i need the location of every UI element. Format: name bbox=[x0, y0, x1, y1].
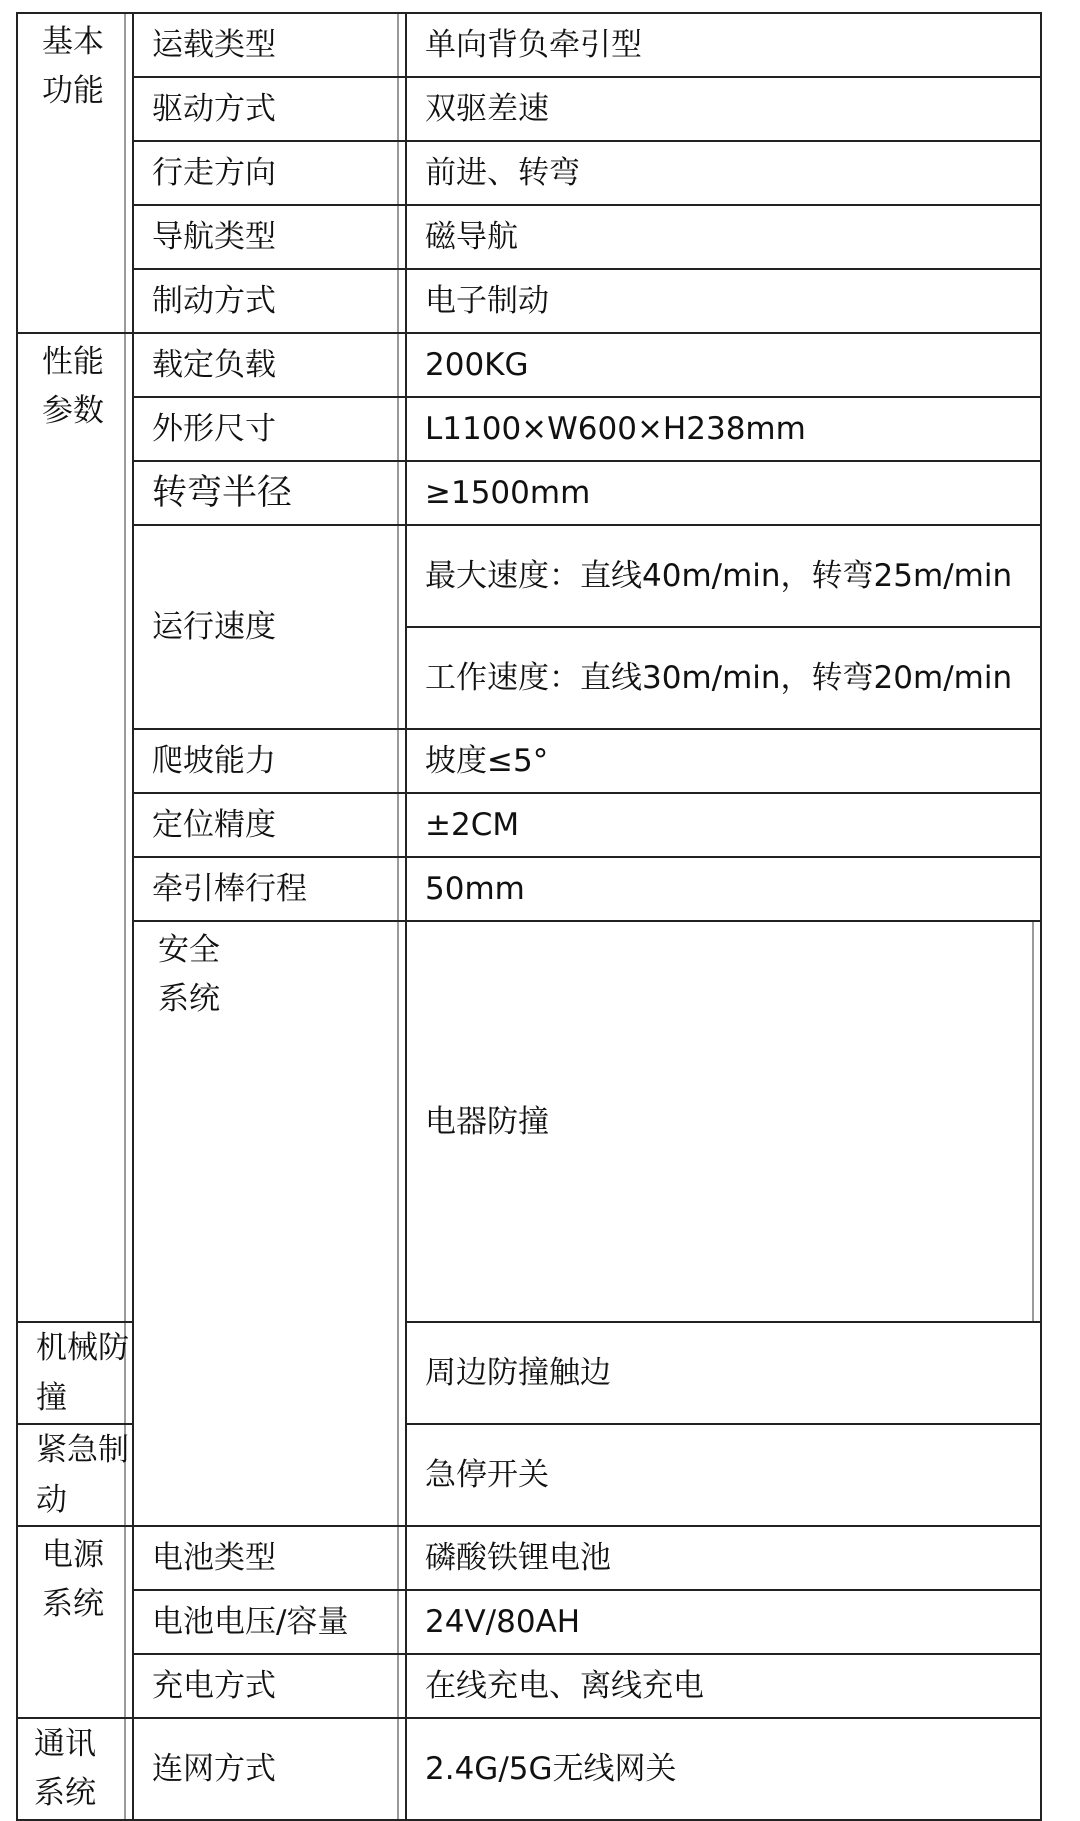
group-label: 通讯 bbox=[34, 1726, 96, 1762]
value-cell: 磁导航 bbox=[406, 205, 1041, 269]
table-row bbox=[17, 1526, 1041, 1590]
table-row bbox=[17, 857, 1041, 921]
value-cell: 2.4G/5G无线网关 bbox=[406, 1718, 1041, 1820]
table-row bbox=[17, 1718, 1041, 1820]
group-label: 性能 bbox=[42, 344, 104, 380]
value-cell: 电子制动 bbox=[406, 269, 1041, 333]
value-cell: ≥1500mm bbox=[406, 461, 1041, 525]
table-row bbox=[17, 525, 1041, 627]
param-cell: 紧急制动 bbox=[17, 1424, 133, 1526]
group-cell-communication bbox=[17, 1718, 133, 1820]
table-row bbox=[17, 461, 1041, 525]
value-cell: 50mm bbox=[406, 857, 1041, 921]
param-cell: 机械防撞 bbox=[17, 1322, 133, 1424]
table-row bbox=[17, 1654, 1041, 1718]
param-cell: 驱动方式 bbox=[133, 77, 406, 141]
param-cell: 电池电压/容量 bbox=[133, 1590, 406, 1654]
param-cell: 连网方式 bbox=[133, 1718, 406, 1820]
table-row bbox=[17, 397, 1041, 461]
param-cell: 充电方式 bbox=[133, 1654, 406, 1718]
group-label: 基本 bbox=[42, 24, 104, 60]
param-cell: 爬坡能力 bbox=[133, 729, 406, 793]
group-label: 电源 bbox=[42, 1537, 104, 1573]
param-cell: 电器防撞 bbox=[406, 921, 1041, 1322]
group-cell-basic bbox=[17, 13, 133, 333]
spec-table bbox=[16, 12, 1042, 1821]
value-cell: ±2CM bbox=[406, 793, 1041, 857]
param-cell: 载定负载 bbox=[133, 333, 406, 397]
value-cell: 单向背负牵引型 bbox=[406, 13, 1041, 77]
value-cell: 工作速度：直线30m/min，转弯20m/min bbox=[406, 627, 1041, 729]
value-cell: 最大速度：直线40m/min，转弯25m/min bbox=[406, 525, 1041, 627]
table-row bbox=[17, 205, 1041, 269]
value-cell: 急停开关 bbox=[406, 1424, 1041, 1526]
group-label: 参数 bbox=[42, 393, 104, 429]
param-cell: 制动方式 bbox=[133, 269, 406, 333]
param-cell: 行走方向 bbox=[133, 141, 406, 205]
param-cell: 牵引棒行程 bbox=[133, 857, 406, 921]
param-cell: 定位精度 bbox=[133, 793, 406, 857]
param-cell: 运载类型 bbox=[133, 13, 406, 77]
table-row bbox=[17, 333, 1041, 397]
table-row bbox=[17, 793, 1041, 857]
group-label: 安全 bbox=[158, 932, 220, 968]
group-cell-safety bbox=[133, 921, 406, 1526]
param-cell: 导航类型 bbox=[133, 205, 406, 269]
value-cell: 磷酸铁锂电池 bbox=[406, 1526, 1041, 1590]
table-row bbox=[17, 921, 1041, 1322]
table-row bbox=[17, 729, 1041, 793]
value-cell: 前进、转弯 bbox=[406, 141, 1041, 205]
group-cell-power bbox=[17, 1526, 133, 1718]
table-row bbox=[17, 141, 1041, 205]
group-label: 系统 bbox=[42, 1586, 104, 1622]
param-cell-run-speed: 运行速度 bbox=[133, 525, 406, 729]
value-cell: 在线充电、离线充电 bbox=[406, 1654, 1041, 1718]
table-row bbox=[17, 1590, 1041, 1654]
value-cell: L1100×W600×H238mm bbox=[406, 397, 1041, 461]
table-row bbox=[17, 77, 1041, 141]
group-cell-performance bbox=[17, 333, 133, 1322]
group-label: 系统 bbox=[158, 981, 220, 1017]
value-cell: 24V/80AH bbox=[406, 1590, 1041, 1654]
param-cell: 转弯半径 bbox=[133, 461, 406, 525]
param-cell: 外形尺寸 bbox=[133, 397, 406, 461]
group-label: 功能 bbox=[42, 73, 104, 109]
value-cell: 双驱差速 bbox=[406, 77, 1041, 141]
value-cell: 200KG bbox=[406, 333, 1041, 397]
value-cell: 周边防撞触边 bbox=[406, 1322, 1041, 1424]
table-row bbox=[17, 13, 1041, 77]
table-row bbox=[17, 269, 1041, 333]
group-label: 系统 bbox=[34, 1775, 96, 1811]
value-cell: 坡度≤5° bbox=[406, 729, 1041, 793]
param-cell: 电池类型 bbox=[133, 1526, 406, 1590]
